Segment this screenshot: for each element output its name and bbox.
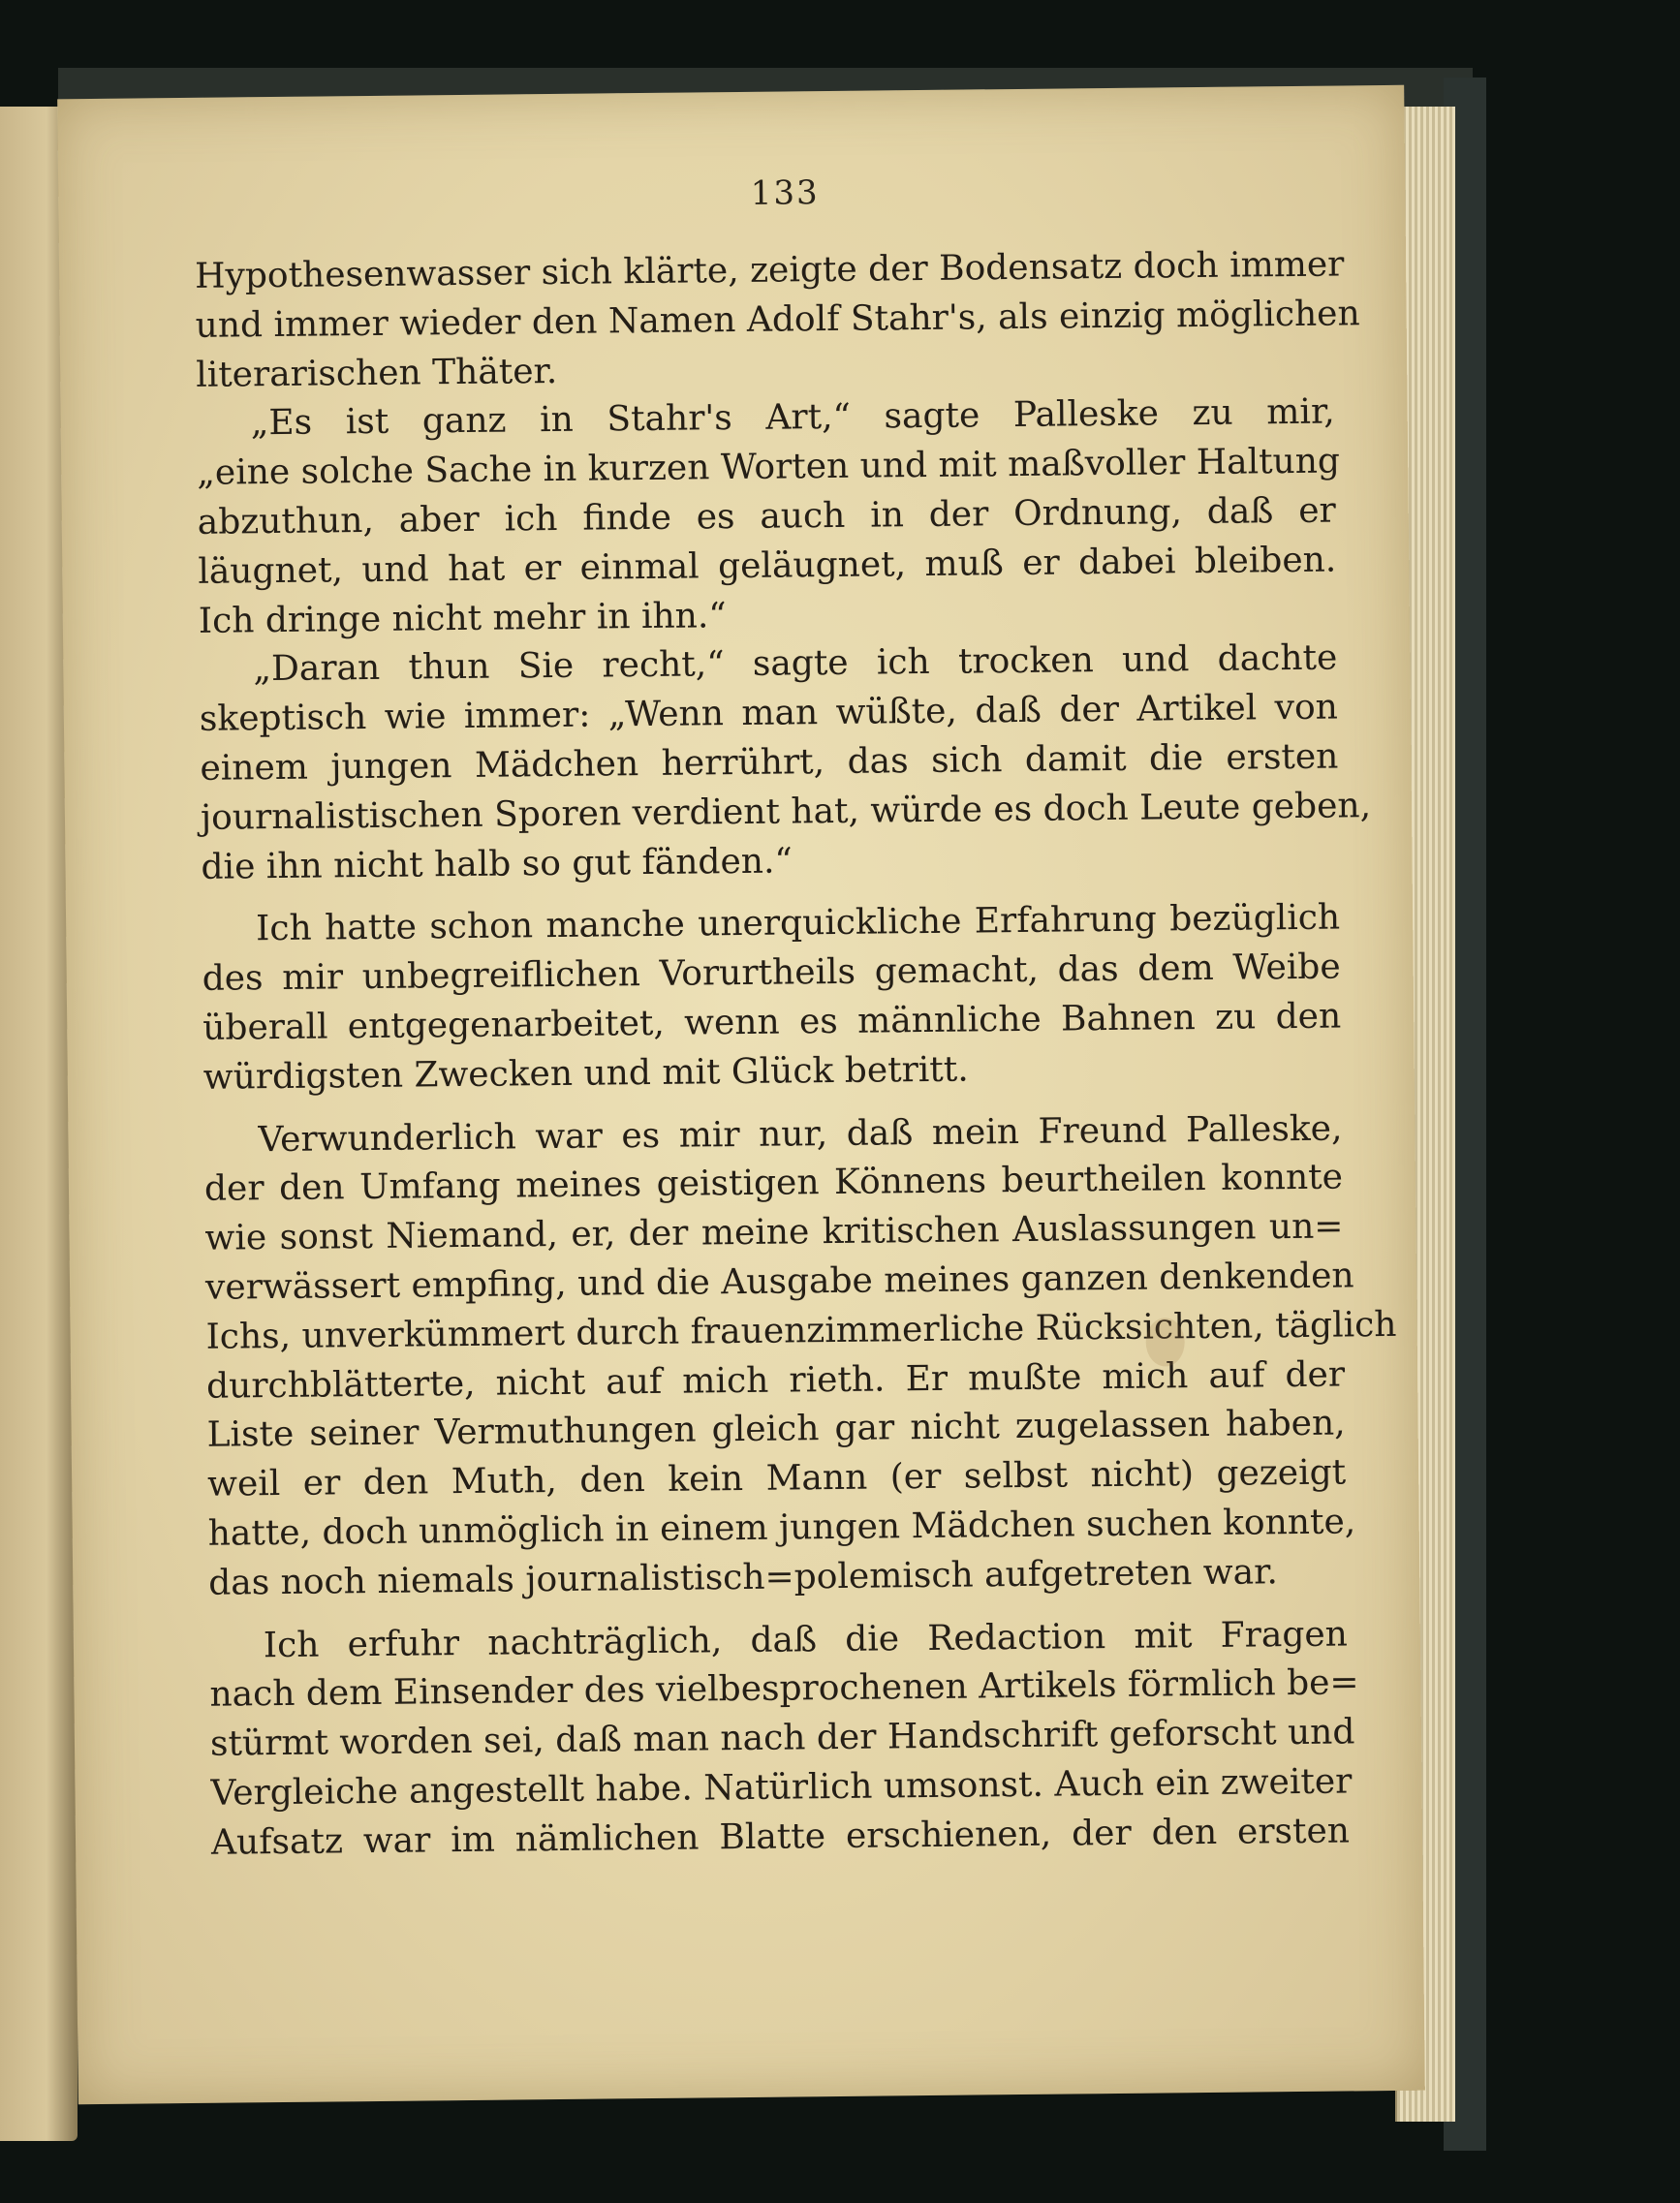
text-line: Liste seiner Vermuthungen gleich gar nicht zugelassen haben,	[206, 1403, 1346, 1456]
text-line: läugnet, und hat er einmal geläugnet, muß er dabei bleiben.	[198, 540, 1337, 592]
book-page	[57, 85, 1425, 2104]
text-line: Aufsatz war im nämlichen Blatte erschienen, der den ersten	[210, 1811, 1351, 1863]
body-text	[194, 241, 1397, 1869]
text-line: weil er den Muth, den kein Mann (er selbst nicht) gezeigt	[206, 1452, 1347, 1505]
text-line: Ich erfuhr nachträglich, daß die Redaction mit Fragen	[263, 1613, 1349, 1665]
text-line: durchblätterte, nicht auf mich rieth. Er mußte mich auf der	[205, 1354, 1346, 1407]
text-line: „Es ist ganz in Stahr's Art,“ sagte Palleske zu mir,	[250, 391, 1335, 444]
text-line: abzuthun, aber ich finde es auch in der Ordnung, daß er	[197, 490, 1336, 543]
text-line: skeptisch wie immer: „Wenn man wüßte, daß der Artikel von	[199, 687, 1339, 740]
text-line: „Daran thun Sie recht,“ sagte ich trocken und dachte	[253, 637, 1338, 690]
text-line: Ich hatte schon manche unerquickliche Erfahrung bezüglich	[255, 897, 1341, 949]
text-line: „eine solche Sache in kurzen Worten und mit maßvoller Haltung	[197, 441, 1341, 494]
text-line: der den Umfang meines geistigen Könnens beurtheilen konnte	[203, 1157, 1344, 1210]
page-number: 133	[750, 173, 820, 213]
text-line: Vergleiche angestellt habe. Natürlich umsonst. Auch ein zweiter	[210, 1761, 1353, 1814]
text-line: Verwunderlich war es mir nur, daß mein Freund Palleske,	[258, 1108, 1343, 1160]
text-line: des mir unbegreiflichen Vorurtheils gemacht, das dem Weibe	[202, 946, 1341, 999]
text-line: das noch niemals journalistisch=polemisch aufgetreten war.	[208, 1551, 1278, 1603]
text-line: und immer wieder den Namen Adolf Stahr's, als einzig möglichen	[195, 294, 1360, 346]
text-line: verwässert empfing, und die Ausgabe meines ganzen denkenden	[204, 1256, 1354, 1308]
text-line: Ichs, unverkümmert durch frauenzimmerliche Rücksichten, täglich	[205, 1304, 1397, 1357]
text-line: journalistischen Sporen verdient hat, würde es doch Leute geben,	[200, 785, 1372, 838]
text-line: hatte, doch unmöglich in einem jungen Mädchen suchen konnte,	[207, 1502, 1356, 1554]
text-line: Ich dringe nicht mehr in ihn.“	[198, 595, 727, 641]
text-line: einem jungen Mädchen herrührt, das sich damit die ersten	[200, 736, 1339, 789]
text-line: nach dem Einsender des vielbesprochenen Artikels förmlich be=	[209, 1662, 1359, 1716]
text-line: überall entgegenarbeitet, wenn es männliche Bahnen zu den	[202, 996, 1342, 1048]
text-line: würdigsten Zwecken und mit Glück betritt.	[202, 1049, 969, 1098]
text-line: die ihn nicht halb so gut fänden.“	[201, 840, 793, 887]
text-line: literarischen Thäter.	[195, 351, 558, 395]
text-line: wie sonst Niemand, er, der meine kritischen Auslassungen un=	[204, 1206, 1344, 1258]
paper-stain	[1145, 1318, 1185, 1366]
text-line: Hypothesenwasser sich klärte, zeigte der Bodensatz doch immer	[194, 244, 1345, 296]
text-line: stürmt worden sei, daß man nach der Handschrift geforscht und	[209, 1712, 1355, 1764]
